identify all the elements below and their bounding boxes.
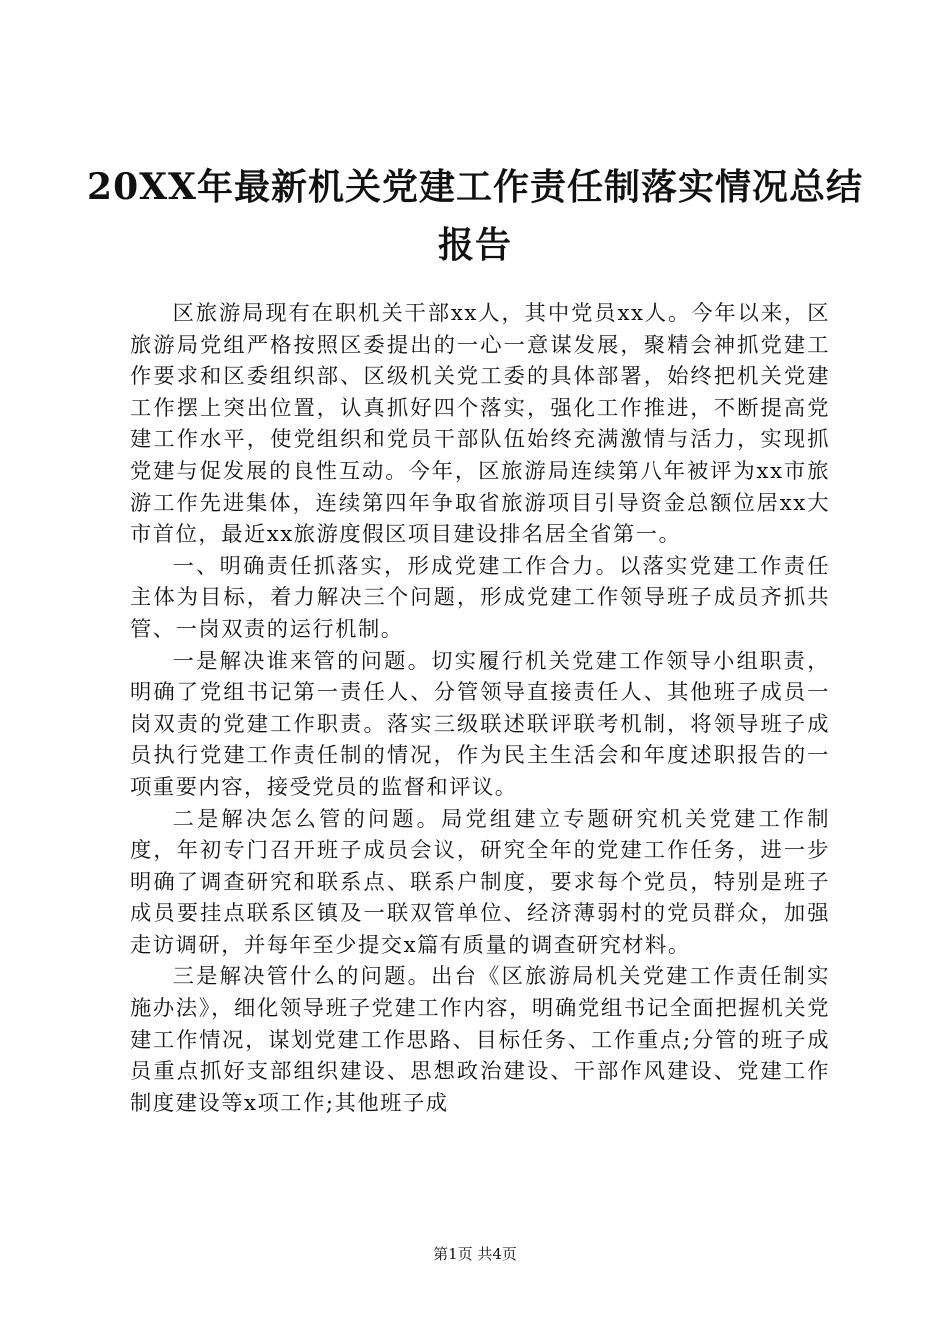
paragraph-what-to-manage: 三是解决管什么的问题。出台《区旅游局机关党建工作责任制实施办法》，细化领导班子党建工作内容，明确党组书记全面把握机关党建工作情况，谋划党建工作思路、目标任务、工作重点;分管的班子成员重点抓好支部组织建设、思想政治建设、干部作风建设、党建工作制度建设等x项工作;其他班子成	[130, 964, 830, 1116]
page-number-footer: 第1页 共4页	[433, 1245, 517, 1263]
paragraph-who-manages: 一是解决谁来管的问题。切实履行机关党建工作领导小组职责，明确了党组书记第一责任人、分管领导直接责任人、其他班子成员一岗双责的党建工作职责。落实三级联述联评联考机制，将领导班子成员执行党建工作责任制的情况，作为民主生活会和年度述职报告的一项重要内容，接受党员的监督和评议。	[130, 648, 830, 800]
document-body	[130, 298, 830, 1119]
paragraph-section-1: 一、明确责任抓落实，形成党建工作合力。以落实党建工作责任主体为目标，着力解决三个问题，形成党建工作领导班子成员齐抓共管、一岗双责的运行机制。	[130, 553, 830, 642]
paragraph-how-to-manage: 二是解决怎么管的问题。局党组建立专题研究机关党建工作制度，年初专门召开班子成员会议，研究全年的党建工作任务，进一步明确了调查研究和联系点、联系户制度，要求每个党员，特别是班子成员要挂点联系区镇及一联双管单位、经济薄弱村的党员群众，加强走访调研，并每年至少提交x篇有质量的调查研究材料。	[130, 806, 830, 958]
paragraph-intro: 区旅游局现有在职机关干部xx人，其中党员xx人。今年以来，区旅游局党组严格按照区委提出的一心一意谋发展，聚精会神抓党建工作要求和区委组织部、区级机关党工委的具体部署，始终把机关党建工作摆上突出位置，认真抓好四个落实，强化工作推进，不断提高党建工作水平，使党组织和党员干部队伍始终充满激情与活力，实现抓党建与促发展的良性互动。今年，区旅游局连续第八年被评为xx市旅游工作先进集体，连续第四年争取省旅游项目引导资金总额位居xx大市首位，最近xx旅游度假区项目建设排名居全省第一。	[130, 301, 830, 548]
document-title: 20XX年最新机关党建工作责任制落实情况总结报告	[87, 166, 863, 266]
